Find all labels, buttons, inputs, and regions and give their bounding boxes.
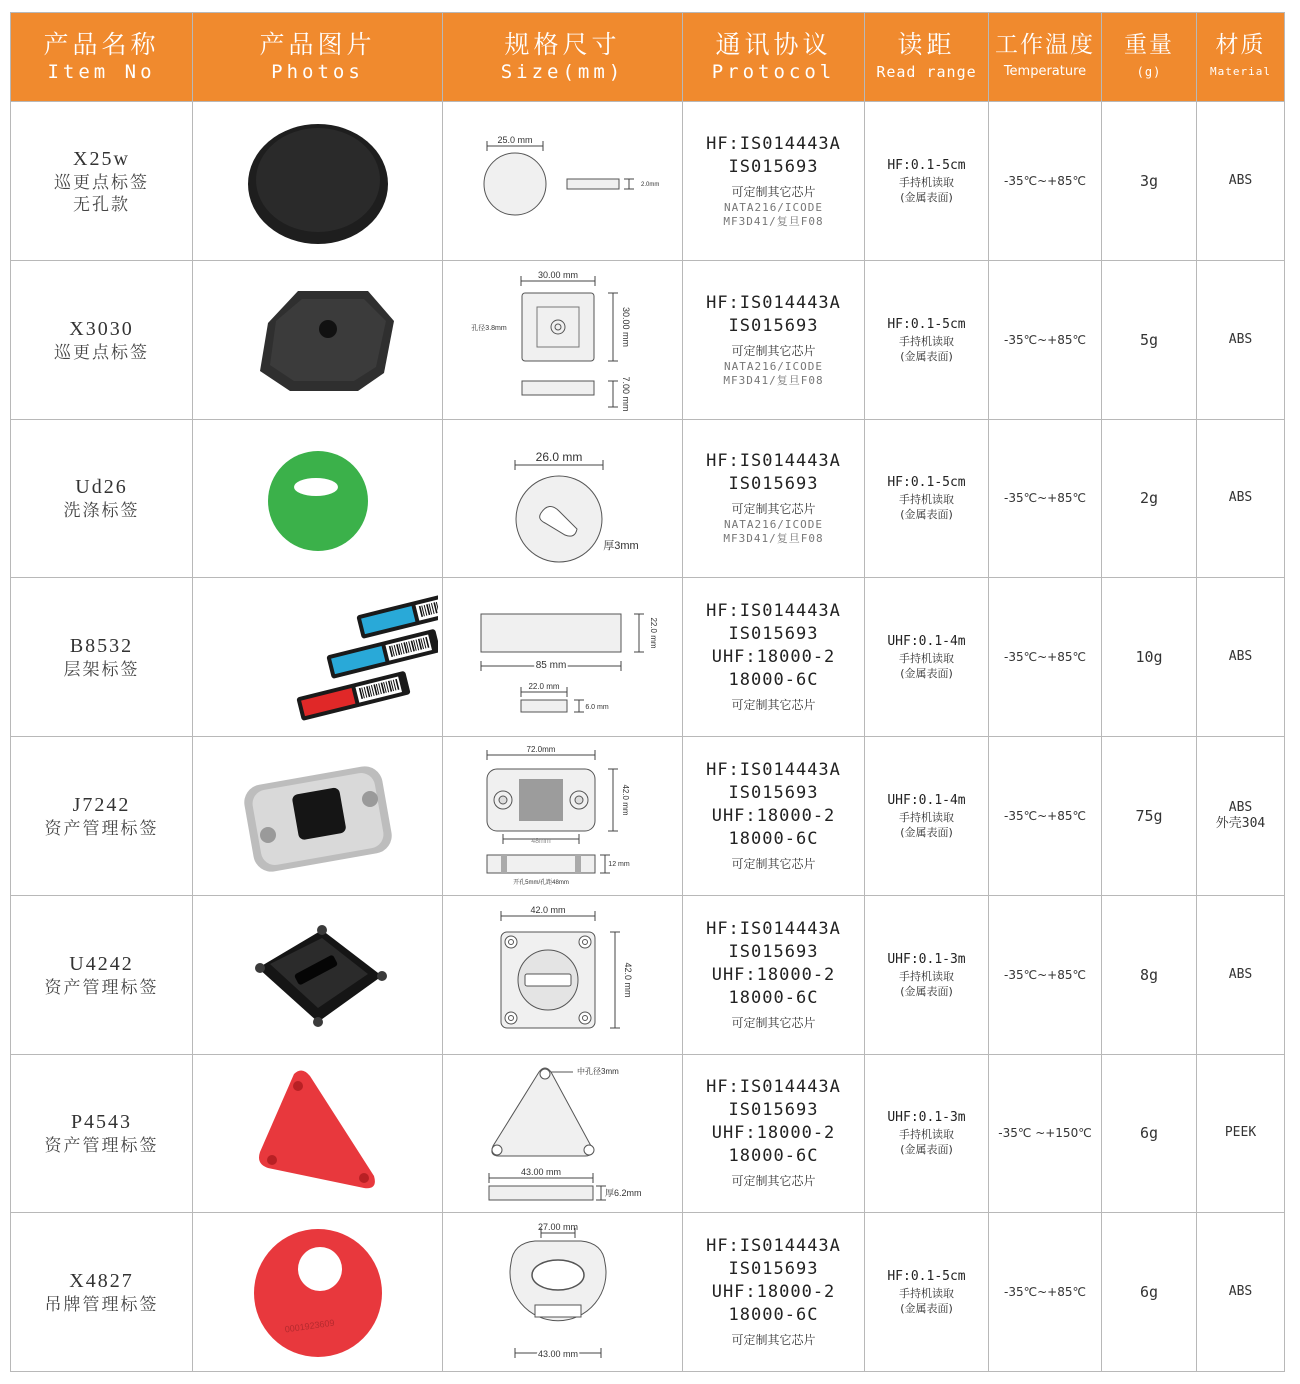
item-cell — [11, 1213, 193, 1372]
size-drawing — [445, 263, 681, 413]
col-material-en: Material — [1210, 65, 1271, 78]
col-size-zh: 规格尺寸 — [504, 30, 621, 59]
temperature-cell — [989, 737, 1102, 896]
material-value: PEEK — [1224, 1125, 1257, 1141]
product-rows — [11, 102, 1285, 1372]
product-row — [11, 1054, 1285, 1213]
read-range-surface: (金属表面) — [900, 190, 953, 204]
protocol-line: 18000-6C — [728, 670, 819, 691]
temperature-value: -35℃~+85℃ — [1004, 332, 1086, 347]
col-photos-zh: 产品图片 — [259, 30, 376, 59]
size-drawing — [445, 739, 681, 889]
read-range-value: HF:0.1-5cm — [887, 157, 966, 173]
item-name: 层架标签 — [63, 660, 140, 681]
dim-width: 42.0 mm — [529, 904, 566, 915]
dim-hole: 开孔5mm/孔距48mm — [512, 879, 569, 886]
dim-height: 42.0 mm — [620, 784, 630, 816]
weight-cell — [1102, 578, 1197, 737]
item-code: U4242 — [69, 952, 134, 975]
outline-side — [489, 1186, 593, 1200]
hole — [362, 791, 378, 807]
product-photo — [198, 1215, 438, 1365]
col-temperature-zh: 工作温度 — [995, 32, 1095, 58]
chip-model: NATA216/ICODE — [723, 359, 824, 373]
chip-model: NATA216/ICODE — [723, 200, 824, 214]
col-weight-en: (g) — [1136, 65, 1162, 79]
protocol-line: 18000-6C — [728, 987, 819, 1008]
chip-model: MF3D41/复旦F08 — [723, 373, 824, 387]
temperature-cell — [989, 1213, 1102, 1372]
material-value: ABS — [1228, 1284, 1253, 1300]
protocol-line: HF:IS014443A — [706, 759, 841, 780]
item-cell — [11, 1054, 193, 1213]
material-cell — [1197, 419, 1285, 578]
product-photo — [198, 263, 438, 413]
item-name: 吊牌管理标签 — [44, 1295, 159, 1316]
col-protocol-en: Protocol — [711, 61, 836, 83]
material-shell: 外壳304 — [1215, 815, 1266, 831]
protocol-line: HF:IS014443A — [706, 1236, 841, 1257]
photo-cell — [193, 419, 443, 578]
item-cell — [11, 102, 193, 261]
read-range-value: HF:0.1-5cm — [887, 316, 966, 332]
protocol-cell — [683, 260, 865, 419]
product-photo — [198, 421, 438, 571]
read-range-surface: (金属表面) — [900, 984, 953, 998]
protocol-line: 18000-6C — [728, 1305, 819, 1326]
col-item-no-en: Item No — [47, 61, 156, 83]
item-cell — [11, 737, 193, 896]
material-cell — [1197, 102, 1285, 261]
item-name: 资产管理标签 — [44, 977, 159, 998]
weight-cell — [1102, 260, 1197, 419]
protocol-cell — [683, 578, 865, 737]
weight-cell — [1102, 102, 1197, 261]
photo-cell — [193, 737, 443, 896]
col-item-no — [11, 13, 193, 102]
material-cell — [1197, 1054, 1285, 1213]
protocol-cell — [683, 737, 865, 896]
hole — [579, 936, 591, 948]
col-weight-zh: 重量 — [1124, 32, 1174, 58]
read-range-method: 手持机读取 — [899, 652, 954, 666]
read-range-cell — [865, 578, 989, 737]
col-read-range-zh: 读距 — [897, 30, 956, 59]
item-cell — [11, 895, 193, 1054]
protocol-line: IS015693 — [728, 1259, 819, 1280]
temperature-value: -35℃~+85℃ — [1004, 1285, 1086, 1300]
temperature-value: -35℃~+85℃ — [1004, 650, 1086, 665]
item-name: 资产管理标签 — [44, 1136, 159, 1157]
size-cell — [443, 1054, 683, 1213]
size-drawing — [445, 1215, 681, 1365]
protocol-line: UHF:18000-2 — [711, 647, 836, 668]
item-code: Ud26 — [75, 476, 128, 499]
weight-cell — [1102, 419, 1197, 578]
tag-body — [268, 451, 368, 551]
temperature-cell — [989, 1054, 1102, 1213]
product-photo — [198, 104, 438, 254]
dim-thickness: 2.0mm — [640, 181, 659, 188]
product-photo — [198, 898, 438, 1048]
read-range-surface: (金属表面) — [900, 667, 953, 681]
read-range-value: UHF:0.1-3m — [887, 951, 966, 967]
dim-hole: 孔径3.8mm — [470, 324, 507, 332]
weight-cell — [1102, 895, 1197, 1054]
weight-cell — [1102, 1213, 1197, 1372]
col-size — [443, 13, 683, 102]
material-value: ABS — [1228, 490, 1253, 506]
col-protocol — [683, 13, 865, 102]
dim-thickness: 7.00 mm — [620, 376, 631, 412]
col-photos — [193, 13, 443, 102]
dim-width: 26.0 mm — [535, 450, 582, 465]
weight-cell — [1102, 737, 1197, 896]
custom-chip-note: 可定制其它芯片 — [731, 1333, 816, 1348]
col-read-range-en: Read range — [876, 63, 977, 81]
photo-cell — [193, 102, 443, 261]
temperature-cell — [989, 895, 1102, 1054]
temperature-cell — [989, 419, 1102, 578]
read-range-cell — [865, 1054, 989, 1213]
photo-cell — [193, 1054, 443, 1213]
read-range-surface: (金属表面) — [900, 1143, 953, 1157]
col-read-range — [865, 13, 989, 102]
item-cell — [11, 260, 193, 419]
dim-width: 85 mm — [535, 660, 566, 672]
col-item-no-zh: 产品名称 — [43, 30, 160, 59]
protocol-line: UHF:18000-2 — [711, 1282, 836, 1303]
temperature-value: -35℃~+85℃ — [1004, 967, 1086, 982]
protocol-line: HF:IS014443A — [706, 133, 841, 154]
dim-height: 22.0 mm — [648, 617, 658, 649]
weight-value: 6g — [1139, 1124, 1159, 1143]
protocol-line: UHF:18000-2 — [711, 964, 836, 985]
item-code: X25w — [73, 147, 130, 170]
protocol-line: IS015693 — [728, 941, 819, 962]
protocol-line: IS015693 — [728, 1100, 819, 1121]
material-value: ABS — [1228, 331, 1253, 347]
hole — [319, 320, 337, 338]
item-code: P4543 — [70, 1111, 133, 1134]
item-name-variant: 无孔款 — [73, 194, 130, 215]
read-range-cell — [865, 1213, 989, 1372]
read-range-value: HF:0.1-5cm — [887, 1269, 966, 1285]
item-name: 洗涤标签 — [63, 501, 140, 522]
outline-side — [522, 381, 594, 395]
read-range-surface: (金属表面) — [900, 508, 953, 522]
protocol-line: UHF:18000-2 — [711, 805, 836, 826]
product-photo — [198, 1056, 438, 1206]
material-cell — [1197, 1213, 1285, 1372]
item-cell — [11, 419, 193, 578]
col-temperature-en: Temperature — [1003, 64, 1087, 79]
protocol-line: HF:IS014443A — [706, 1077, 841, 1098]
dim-width-2: 22.0 mm — [527, 682, 560, 692]
protocol-cell — [683, 102, 865, 261]
photo-cell — [193, 1213, 443, 1372]
outline-front — [484, 153, 546, 215]
size-cell — [443, 260, 683, 419]
product-photo — [198, 739, 438, 889]
size-cell — [443, 895, 683, 1054]
read-range-method: 手持机读取 — [899, 1128, 954, 1142]
dim-width: 27.00 mm — [537, 1222, 578, 1233]
item-name: 巡更点标签 — [54, 342, 149, 363]
shelf-tag — [296, 671, 410, 721]
product-row — [11, 102, 1285, 261]
protocol-cell — [683, 419, 865, 578]
weight-value: 2g — [1139, 489, 1159, 508]
size-cell — [443, 102, 683, 261]
col-temperature — [989, 13, 1102, 102]
read-range-cell — [865, 102, 989, 261]
temperature-value: -35℃~+85℃ — [1004, 808, 1086, 823]
photo-cell — [193, 578, 443, 737]
col-weight — [1102, 13, 1197, 102]
read-range-cell — [865, 419, 989, 578]
read-range-cell — [865, 895, 989, 1054]
hole — [584, 1145, 594, 1155]
read-range-method: 手持机读取 — [899, 175, 954, 189]
protocol-line: IS015693 — [728, 474, 819, 495]
hole — [267, 1155, 277, 1165]
custom-chip-note: 可定制其它芯片 — [731, 698, 816, 713]
chip-model: MF3D41/复旦F08 — [723, 532, 824, 546]
dim-width: 30.00 mm — [537, 269, 578, 280]
hole — [505, 1012, 517, 1024]
size-drawing — [445, 1056, 681, 1206]
col-photos-en: Photos — [271, 61, 364, 83]
weight-value: 8g — [1139, 965, 1159, 984]
col-material-zh: 材质 — [1215, 32, 1266, 58]
protocol-line: IS015693 — [728, 156, 819, 177]
protocol-line: UHF:18000-2 — [711, 1123, 836, 1144]
custom-chip-note: 可定制其它芯片 — [731, 856, 816, 871]
product-spec-table — [10, 12, 1285, 1372]
dim-width: 43.00 mm — [520, 1167, 561, 1178]
read-range-value: UHF:0.1-4m — [887, 634, 966, 650]
col-protocol-zh: 通讯协议 — [715, 30, 832, 59]
item-code: B8532 — [69, 635, 134, 658]
dim-width: 25.0 mm — [496, 134, 533, 145]
col-material — [1197, 13, 1285, 102]
chip-model: MF3D41/复旦F08 — [723, 214, 824, 228]
hole — [293, 1081, 303, 1091]
product-row — [11, 419, 1285, 578]
protocol-line: IS015693 — [728, 315, 819, 336]
product-row — [11, 895, 1285, 1054]
slot — [525, 974, 571, 986]
size-drawing — [445, 421, 681, 571]
custom-chip-note: 可定制其它芯片 — [731, 343, 816, 358]
photo-cell — [193, 895, 443, 1054]
hole — [298, 1247, 342, 1291]
size-cell — [443, 1213, 683, 1372]
tag-body — [259, 1071, 375, 1189]
shelf-tag — [326, 629, 438, 679]
hole — [540, 1069, 550, 1079]
size-cell — [443, 578, 683, 737]
chip-window — [291, 787, 346, 841]
weight-value: 3g — [1139, 171, 1159, 190]
protocol-line: IS015693 — [728, 782, 819, 803]
material-cell — [1197, 895, 1285, 1054]
dim-thickness: 12 mm — [607, 860, 630, 868]
chip-window — [519, 779, 563, 821]
size-drawing — [445, 104, 681, 254]
dim-hole: 中孔径3mm — [576, 1067, 619, 1077]
product-row — [11, 578, 1285, 737]
material-cell — [1197, 737, 1285, 896]
item-name: 资产管理标签 — [44, 818, 159, 839]
size-drawing — [445, 898, 681, 1048]
weight-value: 10g — [1135, 648, 1163, 667]
protocol-line: HF:IS014443A — [706, 451, 841, 472]
material-cell — [1197, 260, 1285, 419]
col-size-en: Size(mm) — [500, 61, 625, 83]
read-range-surface: (金属表面) — [900, 1302, 953, 1316]
dim-height: 30.00 mm — [620, 306, 631, 347]
temperature-cell — [989, 102, 1102, 261]
protocol-line: IS015693 — [728, 624, 819, 645]
temperature-value: -35℃~+85℃ — [1004, 173, 1086, 188]
dim-thickness: 6.0 mm — [584, 704, 609, 712]
hole — [492, 1145, 502, 1155]
hole — [359, 1173, 369, 1183]
custom-chip-note: 可定制其它芯片 — [731, 184, 816, 199]
material-value: ABS — [1228, 799, 1253, 815]
product-row — [11, 737, 1285, 896]
outline-front — [522, 293, 594, 361]
protocol-line: HF:IS014443A — [706, 918, 841, 939]
material-cell — [1197, 578, 1285, 737]
hole — [505, 936, 517, 948]
size-drawing — [445, 580, 681, 730]
protocol-line: 18000-6C — [728, 828, 819, 849]
material-value: ABS — [1228, 172, 1253, 188]
outline-front — [491, 1068, 591, 1156]
dim-height: 42.0 mm — [622, 962, 633, 998]
protocol-cell — [683, 1213, 865, 1372]
weight-value: 5g — [1139, 330, 1159, 349]
temperature-cell — [989, 578, 1102, 737]
read-range-surface: (金属表面) — [900, 349, 953, 363]
material-value: ABS — [1228, 649, 1253, 665]
custom-chip-note: 可定制其它芯片 — [731, 502, 816, 517]
read-range-value: UHF:0.1-3m — [887, 1110, 966, 1126]
material-value: ABS — [1228, 966, 1253, 982]
hole — [532, 1260, 584, 1290]
weight-cell — [1102, 1054, 1197, 1213]
item-code: J7242 — [72, 793, 131, 816]
read-range-method: 手持机读取 — [899, 969, 954, 983]
size-cell — [443, 737, 683, 896]
weight-value: 6g — [1139, 1283, 1159, 1302]
weight-value: 75g — [1135, 806, 1163, 825]
slot — [294, 478, 338, 496]
dim-thickness: 厚6.2mm — [604, 1188, 642, 1199]
product-photo — [198, 580, 438, 730]
custom-chip-note: 可定制其它芯片 — [731, 1015, 816, 1030]
read-range-value: UHF:0.1-4m — [887, 792, 966, 808]
read-range-method: 手持机读取 — [899, 493, 954, 507]
item-name: 巡更点标签 — [54, 172, 149, 193]
header-row — [11, 13, 1285, 102]
outline-front — [481, 614, 621, 652]
read-range-method: 手持机读取 — [899, 334, 954, 348]
chip-model: NATA216/ICODE — [723, 518, 824, 532]
item-cell — [11, 578, 193, 737]
temperature-value: -35℃~+85℃ — [1004, 491, 1086, 506]
size-cell — [443, 419, 683, 578]
temperature-value: -35℃ ~+150℃ — [998, 1126, 1092, 1141]
product-row — [11, 1213, 1285, 1372]
protocol-line: HF:IS014443A — [706, 292, 841, 313]
custom-chip-note: 可定制其它芯片 — [731, 1174, 816, 1189]
dim-width: 72.0mm — [526, 744, 555, 754]
dim-width-2: 43.00 mm — [537, 1349, 578, 1360]
protocol-cell — [683, 1054, 865, 1213]
read-range-cell — [865, 260, 989, 419]
serial-text: 0001923609 — [283, 1317, 335, 1335]
hole — [260, 827, 276, 843]
product-row — [11, 260, 1285, 419]
read-range-method: 手持机读取 — [899, 810, 954, 824]
dim-thickness: 厚3mm — [602, 540, 639, 553]
item-code: X4827 — [69, 1270, 134, 1293]
item-code: X3030 — [69, 317, 134, 340]
read-range-value: HF:0.1-5cm — [887, 475, 966, 491]
hole — [579, 1012, 591, 1024]
read-range-surface: (金属表面) — [900, 825, 953, 839]
protocol-line: HF:IS014443A — [706, 601, 841, 622]
read-range-method: 手持机读取 — [899, 1287, 954, 1301]
outline-side — [521, 700, 567, 712]
protocol-line: 18000-6C — [728, 1146, 819, 1167]
temperature-cell — [989, 260, 1102, 419]
dim-inner: 48mm — [530, 837, 551, 845]
read-range-cell — [865, 737, 989, 896]
photo-cell — [193, 260, 443, 419]
outline-side — [567, 179, 619, 189]
protocol-cell — [683, 895, 865, 1054]
